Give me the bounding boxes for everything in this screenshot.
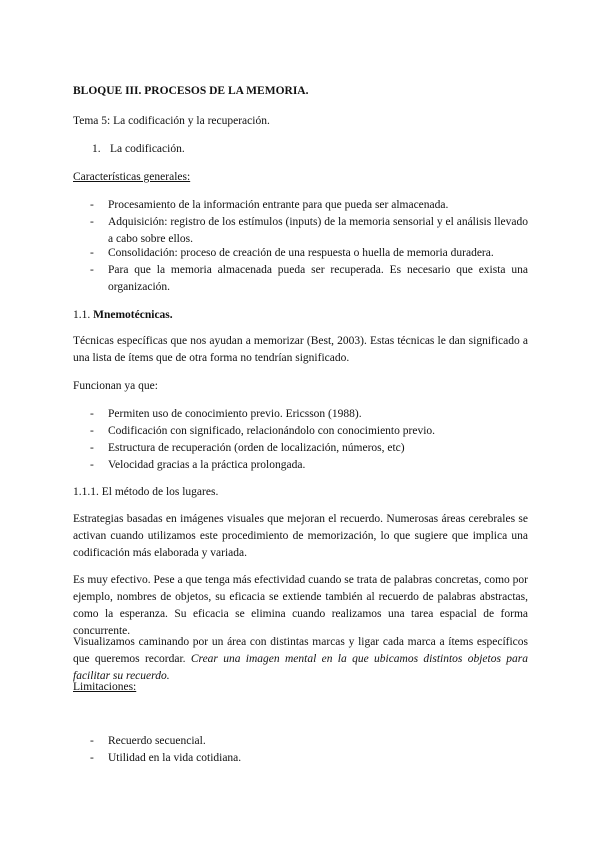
list-item-text: Consolidación: proceso de creación de una respuesta o huella de memoria duradera. bbox=[108, 247, 494, 259]
list-item-text: Adquisición: registro de los estímulos (inputs) de la memoria sensorial y el análisis llevado a cabo sobre ellos. bbox=[108, 216, 528, 245]
lugares-paragraph-1: Estrategias basadas en imágenes visuales que mejoran el recuerdo. Numerosas áreas cerebrales se activan cuando utilizamos este procedimiento de memorización, lo que sugiere que implica una codificación más elaborada y variada. bbox=[73, 513, 528, 559]
section-number: 1. bbox=[92, 143, 101, 155]
bullet-dash: - bbox=[90, 216, 94, 228]
list-item-text: Utilidad en la vida cotidiana. bbox=[108, 752, 242, 764]
list-item-text: Para que la memoria almacenada pueda ser recuperada. Es necesario que exista una organización. bbox=[108, 264, 528, 293]
list-item-text: Procesamiento de la información entrante para que pueda ser almacenada. bbox=[108, 199, 449, 211]
mnemo-heading bbox=[73, 307, 528, 324]
lugares-paragraph-3-italic: Crear una imagen mental en la que ubicamos distintos objetos para facilitar su recuerdo. bbox=[73, 653, 528, 682]
lugares-paragraph-3 bbox=[73, 634, 528, 685]
bullet-dash: - bbox=[90, 752, 94, 764]
bullet-dash: - bbox=[90, 199, 94, 211]
lugares-paragraph-2: Es muy efectivo. Pese a que tenga más efectividad cuando se trata de palabras concretas, como por ejemplo, nombres de objetos, su eficacia se extiende también al recuerdo de palabras abstractas, como la esperanza. Su eficacia se elimina cuando realizamos una tarea espacial de forma concurrente. bbox=[73, 574, 528, 637]
list-item-text: Recuerdo secuencial. bbox=[108, 735, 206, 747]
bullet-dash: - bbox=[90, 425, 94, 437]
bullet-dash: - bbox=[90, 264, 94, 276]
tema-line: Tema 5: La codificación y la recuperación. bbox=[73, 115, 270, 127]
limitaciones-heading: Limitaciones: bbox=[73, 681, 137, 693]
document-title: BLOQUE III. PROCESOS DE LA MEMORIA. bbox=[73, 85, 309, 97]
mnemo-title: Mnemotécnicas. bbox=[93, 309, 173, 321]
mnemo-paragraph: Técnicas específicas que nos ayudan a memorizar (Best, 2003). Estas técnicas le dan significado a una lista de ítems que de otra forma no tendrían significado. bbox=[73, 335, 528, 364]
mnemo-number: 1.1. bbox=[73, 309, 91, 321]
lugares-heading: 1.1.1. El método de los lugares. bbox=[73, 486, 219, 498]
bullet-dash: - bbox=[90, 408, 94, 420]
bullet-dash: - bbox=[90, 247, 94, 259]
bullet-dash: - bbox=[90, 735, 94, 747]
list-item-text: Permiten uso de conocimiento previo. Ericsson (1988). bbox=[108, 408, 362, 420]
caracteristicas-heading: Características generales: bbox=[73, 171, 191, 183]
section-label: La codificación. bbox=[110, 143, 185, 155]
bullet-dash: - bbox=[90, 442, 94, 454]
list-item-text: Estructura de recuperación (orden de localización, números, etc) bbox=[108, 442, 405, 454]
funcionan-line: Funcionan ya que: bbox=[73, 380, 158, 392]
list-item-text: Velocidad gracias a la práctica prolongada. bbox=[108, 459, 306, 471]
lugares-paragraph-3-text: Visualizamos caminando por un área con distintas marcas y ligar cada marca a ítems específicos que queremos recordar. bbox=[73, 636, 528, 665]
list-item-text: Codificación con significado, relacionándolo con conocimiento previo. bbox=[108, 425, 436, 437]
bullet-dash: - bbox=[90, 459, 94, 471]
